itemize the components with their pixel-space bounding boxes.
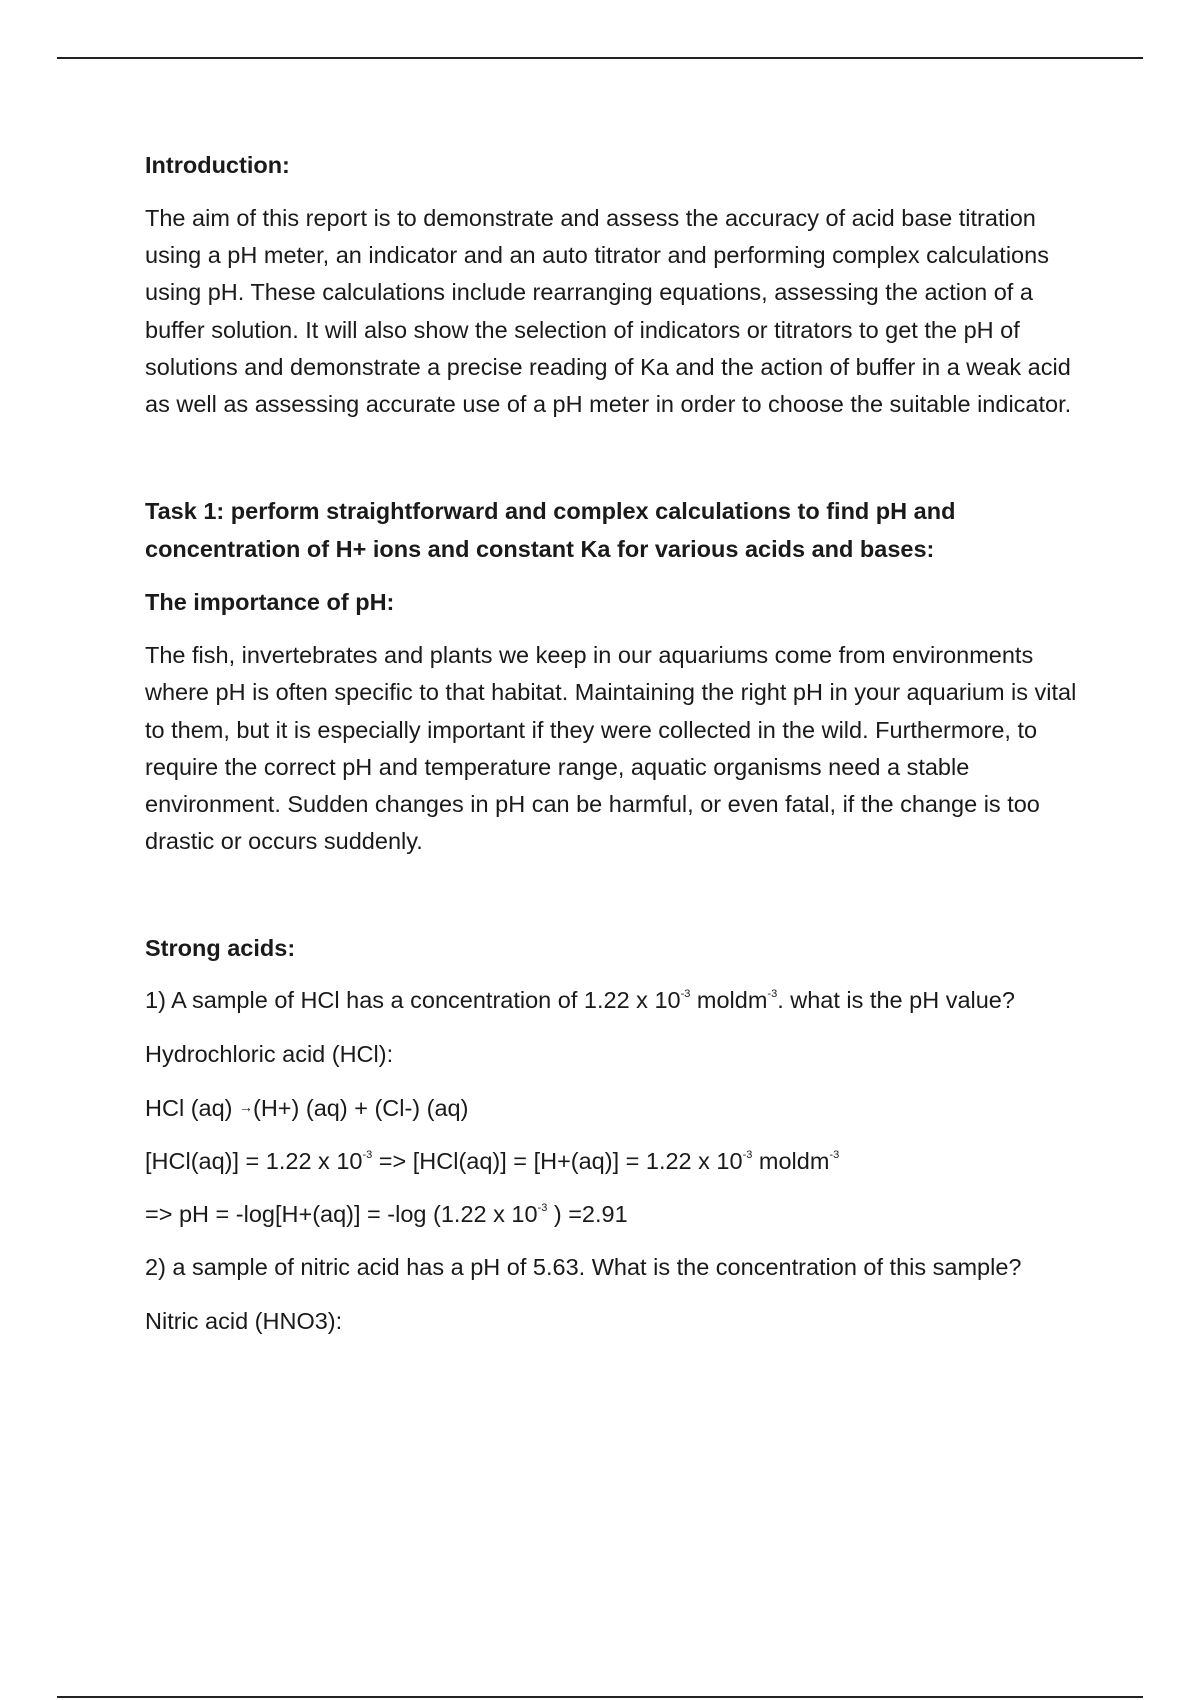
hcl-label: Hydrochloric acid (HCl): — [145, 1040, 394, 1067]
importance-heading: The importance of pH: — [145, 589, 395, 616]
importance-paragraph: The fish, invertebrates and plants we keep in our aquariums come from environments where pH is often specific to that habitat. Maintaining the right pH in your aquarium is vital to them, but it is especially important if they were collected in the wild. Furthermore, to require the correct pH and temperature range, aquatic organisms need a stable environment. Sudden changes in pH can be harmful, or even fatal, if the change is too drastic or occurs suddenly. — [145, 642, 1077, 855]
q1-prefix: 1) A sample of HCl has a concentration of 1.22 x 10 — [145, 987, 681, 1014]
calc1-part3: moldm — [752, 1148, 830, 1175]
reaction-arrow-icon: → — [239, 1098, 254, 1115]
task1-heading: Task 1: perform straightforward and complex calculations to find pH and concentration of H+ ions and constant Ka for various acids and bases: — [145, 498, 956, 563]
q1-exponent-2: -3 — [767, 988, 778, 1001]
calc1-exponent-3: -3 — [829, 1149, 840, 1162]
introduction-paragraph: The aim of this report is to demonstrate and assess the accuracy of acid base titration using a pH meter, an indicator and an auto titrator and performing complex calculations using pH. These calculations include rearranging equations, assessing the action of a buffer solution. It will also show the selection of indicators or titrators to get the pH of solutions and demonstrate a precise reading of Ka and the action of buffer in a weak acid as well as assessing accurate use of a pH meter in order to choose the suitable indicator. — [145, 205, 1072, 418]
calc1-exponent-2: -3 — [742, 1149, 753, 1162]
footer-rule — [57, 1696, 1143, 1698]
calc2-part2: ) =2.91 — [547, 1201, 628, 1228]
question-1 — [145, 982, 1095, 1019]
calc1-part2: => [HCl(aq)] = [H+(aq)] = 1.22 x 10 — [372, 1148, 743, 1175]
header-rule — [57, 57, 1143, 59]
equation-left: HCl (aq) — [145, 1094, 240, 1121]
introduction-heading: Introduction: — [145, 152, 290, 178]
calc1-part1: [HCl(aq)] = 1.22 x 10 — [145, 1148, 363, 1175]
calc1-exponent-1: -3 — [362, 1149, 373, 1162]
q1-unit: moldm — [690, 987, 768, 1014]
strong-acids-heading: Strong acids: — [145, 935, 296, 962]
q1-suffix: . what is the pH value? — [777, 987, 1015, 1014]
nitric-acid-label: Nitric acid (HNO3): — [145, 1307, 343, 1334]
concentration-calculation — [145, 1143, 1095, 1180]
calc2-exponent: -3 — [537, 1202, 548, 1215]
q1-exponent-1: -3 — [680, 988, 691, 1001]
equation-right: (H+) (aq) + (Cl-) (aq) — [253, 1094, 469, 1121]
document-body — [145, 146, 1095, 1340]
hcl-equation — [145, 1089, 1095, 1127]
calc2-part1: => pH = -log[H+(aq)] = -log (1.22 x 10 — [145, 1201, 538, 1228]
ph-calculation — [145, 1196, 1095, 1233]
question-2: 2) a sample of nitric acid has a pH of 5.63. What is the concentration of this sample? — [145, 1254, 1022, 1281]
